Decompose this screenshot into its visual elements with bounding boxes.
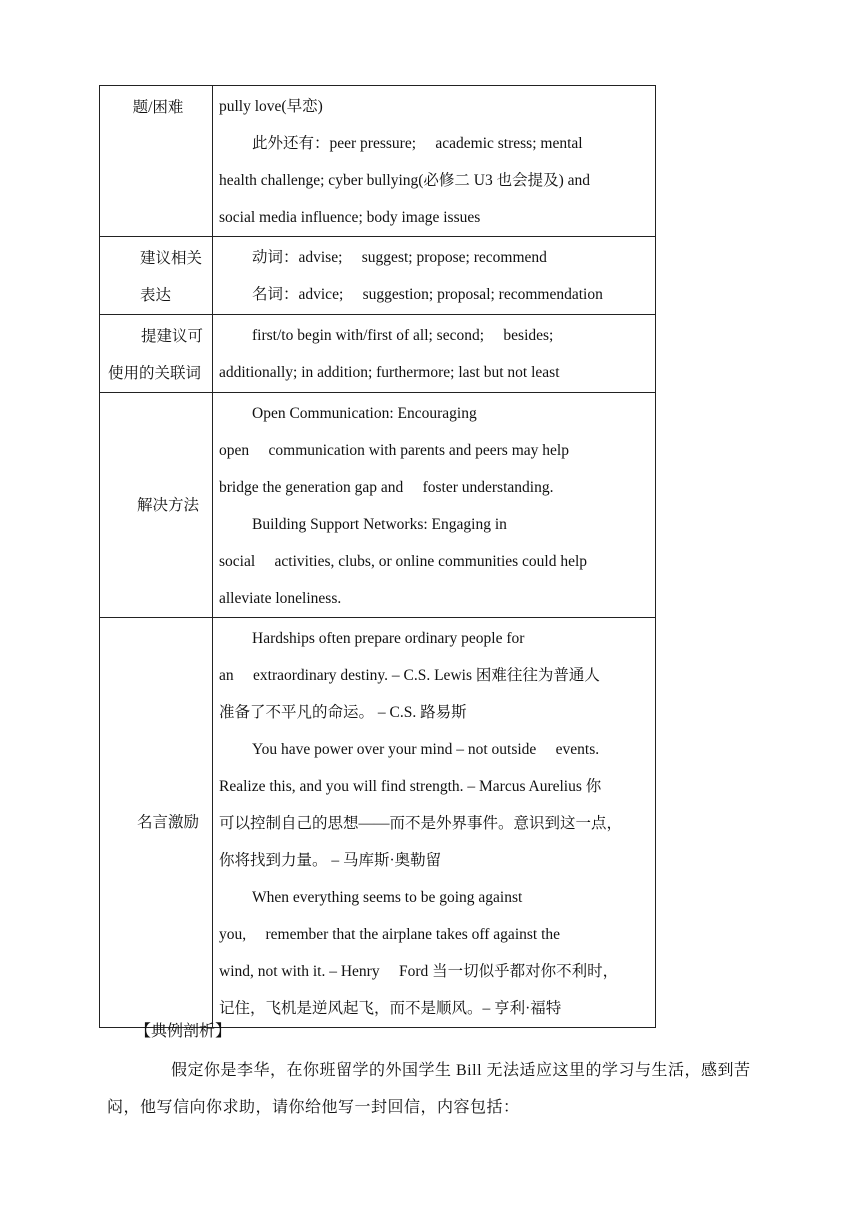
row-content-cell xyxy=(213,393,656,618)
content-line: 准备了不平凡的命运。 – C.S. 路易斯 xyxy=(219,704,467,721)
content-line: When everything seems to be going against xyxy=(252,889,523,906)
row-content-cell xyxy=(213,315,656,393)
content-line: Open Communication: Encouraging xyxy=(252,405,477,422)
content-line: You have power over your mind – not outside events. xyxy=(252,741,600,758)
row-label: 建议相关 xyxy=(140,250,203,267)
content-line: 动词：advise; suggest; propose; recommend xyxy=(252,249,547,266)
table-row xyxy=(100,618,656,1028)
row-content-cell xyxy=(213,86,656,237)
content-line: 名词：advice; suggestion; proposal; recommendation xyxy=(252,286,603,303)
content-line: 记住，飞机是逆风起飞，而不是顺风。– 亨利·福特 xyxy=(219,1000,562,1017)
content-line: an extraordinary destiny. – C.S. Lewis 困难往往为普通人 xyxy=(219,667,600,684)
row-label: 题/困难 xyxy=(132,99,184,116)
content-line: Realize this, and you will find strength. – Marcus Aurelius 你 xyxy=(219,778,602,795)
row-label: 使用的关联词 xyxy=(108,365,202,382)
content-line: bridge the generation gap and foster understanding. xyxy=(219,479,554,496)
row-label-cell xyxy=(100,393,213,618)
row-label-cell xyxy=(100,315,213,393)
content-line: 你将找到力量。 – 马库斯·奥勒留 xyxy=(219,852,442,869)
content-line: open communication with parents and peers may help xyxy=(219,442,569,459)
content-line: 可以控制自己的思想——而不是外界事件。意识到这一点， xyxy=(219,815,623,832)
content-line: Building Support Networks: Engaging in xyxy=(252,516,507,533)
row-content-cell xyxy=(213,618,656,1028)
table-row xyxy=(100,86,656,237)
content-line: wind, not with it. – Henry Ford 当一切似乎都对你不利时， xyxy=(219,963,619,980)
content-line: health challenge; cyber bullying(必修二 U3 也会提及) and xyxy=(219,172,591,189)
content-line: you, remember that the airplane takes off against the xyxy=(219,926,561,943)
row-label-cell xyxy=(100,237,213,315)
row-label: 名言激励 xyxy=(136,814,199,831)
content-line: additionally; in addition; furthermore; last but not least xyxy=(219,364,560,381)
task-paragraph: 假定你是李华，在你班留学的外国学生 Bill 无法适应这里的学习与生活，感到苦闷，他写信向你求助，请你给他写一封回信，内容包括： xyxy=(107,1062,751,1116)
row-content-cell xyxy=(213,237,656,315)
content-line: alleviate loneliness. xyxy=(219,590,342,607)
row-label: 解决方法 xyxy=(136,496,199,514)
row-label: 表达 xyxy=(140,287,172,304)
content-line: 此外还有：peer pressure; academic stress; mental xyxy=(252,135,583,152)
content-line: pully love(早恋) xyxy=(219,98,323,115)
content-line: social media influence; body image issues xyxy=(219,209,481,226)
table-row xyxy=(100,393,656,618)
row-label-cell xyxy=(100,86,213,237)
section-heading: 【典例剖析】 xyxy=(135,1023,232,1040)
table-row xyxy=(100,315,656,393)
table-row xyxy=(100,237,656,315)
content-line: Hardships often prepare ordinary people for xyxy=(252,630,525,647)
row-label-cell xyxy=(100,618,213,1028)
vocabulary-table xyxy=(99,85,656,1028)
row-label: 提建议可 xyxy=(141,328,204,345)
content-line: social activities, clubs, or online communities could help xyxy=(219,553,588,570)
content-line: first/to begin with/first of all; second; besides; xyxy=(252,327,554,344)
